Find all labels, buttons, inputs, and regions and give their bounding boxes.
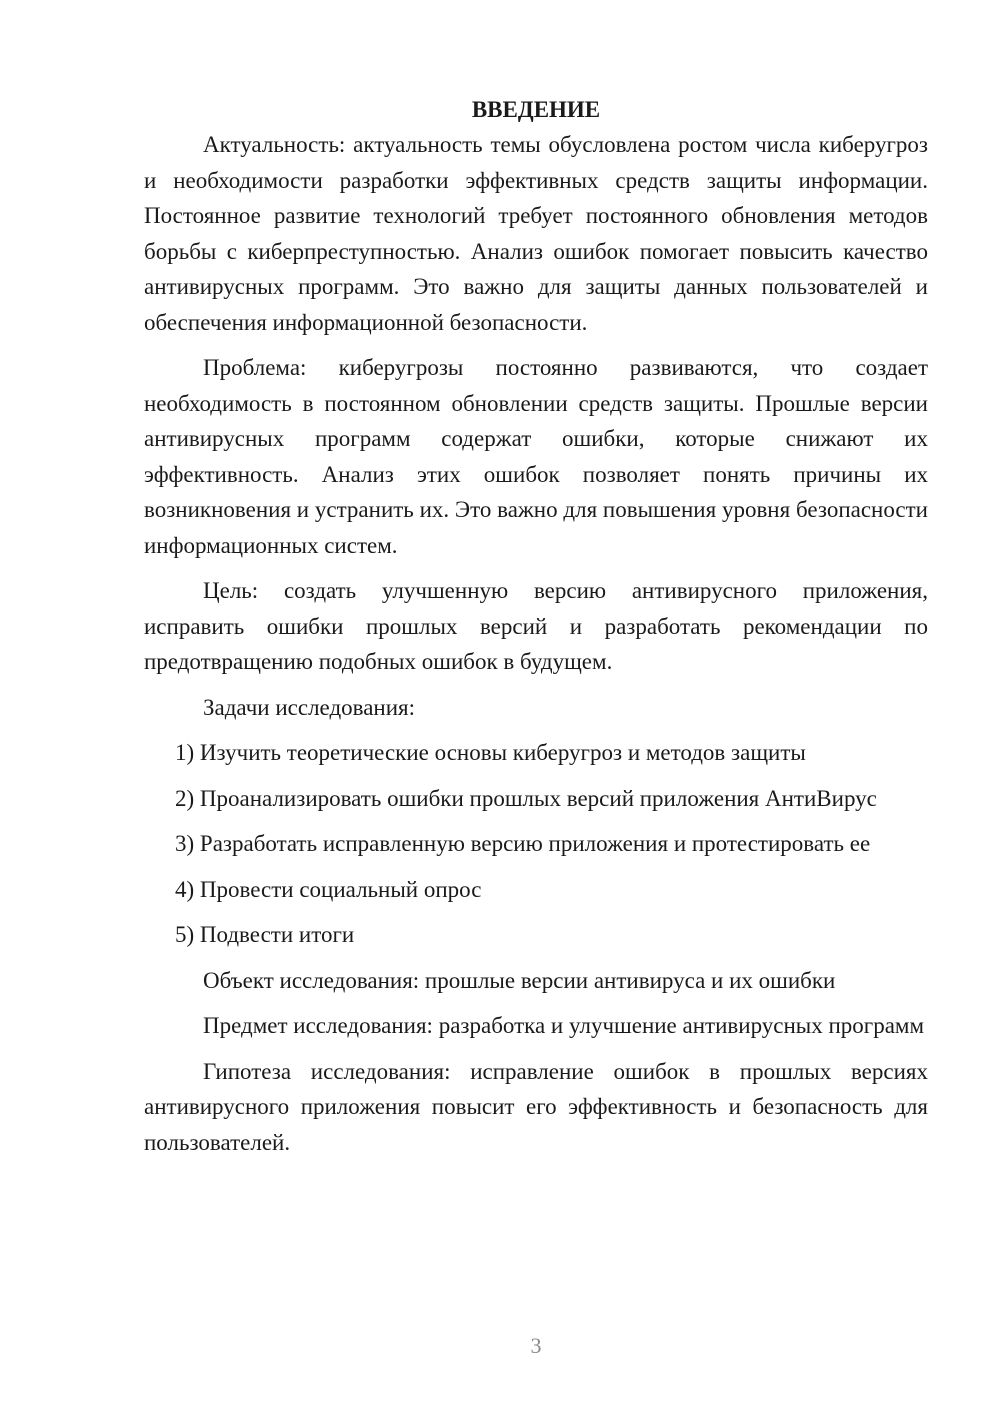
task-item-5: 5) Подвести итоги (175, 922, 355, 947)
problem-paragraph: Проблема: киберугрозы постоянно развиваются, что создает необходимость в постоянном обновлении средств защиты. Прошлые версии антивирусных программ содержат ошибки, которые снижают их эффективность. Анализ этих ошибок позволяет понять причины их возникновения и устранить их. Это важно для повышения уровня безопасности информационных систем. (144, 355, 928, 558)
tasks-title: Задачи исследования: (203, 694, 416, 720)
task-item-3: 3) Разработать исправленную версию приложения и протестировать ее (175, 831, 871, 856)
page-title: ВВЕДЕНИЕ (471, 97, 601, 122)
goal-paragraph: Цель: создать улучшенную версию антивирусного приложения, исправить ошибки прошлых версий и разработать рекомендации по предотвращению подобных ошибок в будущем. (144, 578, 928, 674)
task-item-2: 2) Проанализировать ошибки прошлых версий приложения АнтиВирус (175, 785, 877, 811)
relevance-paragraph: Актуальность: актуальность темы обусловлена ростом числа киберугроз и необходимости разработки эффективных средств защиты информации. Постоянное развитие технологий требует постоянного обновления методов борьбы с киберпреступностью. Анализ ошибок помогает повысить качество антивирусных программ. Это важно для защиты данных пользователей и обеспечения информационной безопасности. (144, 132, 928, 335)
page-content (144, 92, 928, 1160)
subject-paragraph: Предмет исследования: разработка и улучшение антивирусных программ (203, 1013, 925, 1038)
task-item-1: 1) Изучить теоретические основы киберугроз и методов защиты (175, 740, 806, 765)
object-paragraph: Объект исследования: прошлые версии антивируса и их ошибки (203, 967, 836, 993)
hypothesis-paragraph: Гипотеза исследования: исправление ошибок в прошлых версиях антивирусного приложения повысит его эффективность и безопасность для пользователей. (144, 1058, 928, 1155)
page-number: 3 (530, 1333, 542, 1358)
task-item-4: 4) Провести социальный опрос (175, 876, 482, 902)
